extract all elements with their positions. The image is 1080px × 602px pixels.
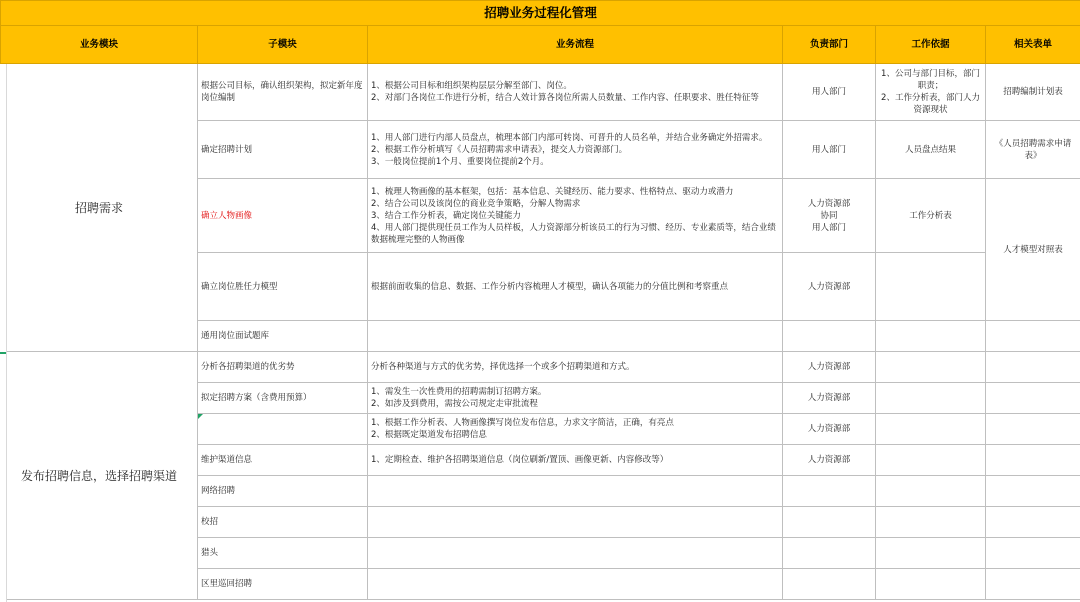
sub-cell[interactable]: 拟定招聘方案（含费用预算）: [198, 383, 368, 414]
basis-cell[interactable]: [876, 569, 986, 600]
forms-cell[interactable]: [986, 569, 1080, 600]
sub-cell[interactable]: 校招: [198, 507, 368, 538]
header-dept[interactable]: 负责部门: [783, 26, 876, 64]
module-cell-publish-channel[interactable]: 发布招聘信息，选择招聘渠道: [1, 352, 198, 600]
dept-cell[interactable]: [783, 538, 876, 569]
dept-cell[interactable]: [783, 476, 876, 507]
basis-cell[interactable]: 人员盘点结果: [876, 121, 986, 179]
basis-cell[interactable]: 1、公司与部门目标，部门职责； 2、工作分析表，部门人力资源现状: [876, 64, 986, 121]
sub-cell[interactable]: 确立岗位胜任力模型: [198, 253, 368, 321]
sub-cell[interactable]: 确定招聘计划: [198, 121, 368, 179]
sub-cell[interactable]: 通用岗位面试题库: [198, 321, 368, 352]
table-row: [1, 352, 1080, 383]
sub-cell[interactable]: 维护渠道信息: [198, 445, 368, 476]
basis-cell[interactable]: [876, 253, 986, 321]
process-cell[interactable]: 1、需发生一次性费用的招聘需制订招聘方案。 2、如涉及到费用，需按公司规定走审批流程: [368, 383, 783, 414]
forms-cell[interactable]: [986, 476, 1080, 507]
forms-cell[interactable]: [986, 538, 1080, 569]
header-module[interactable]: 业务模块: [1, 26, 198, 64]
sub-cell[interactable]: 确立人物画像: [198, 179, 368, 253]
process-cell[interactable]: 分析各种渠道与方式的优劣势，择优选择一个或多个招聘渠道和方式。: [368, 352, 783, 383]
basis-cell[interactable]: [876, 321, 986, 352]
basis-cell[interactable]: [876, 538, 986, 569]
header-process[interactable]: 业务流程: [368, 26, 783, 64]
basis-cell[interactable]: [876, 383, 986, 414]
table-row: [1, 64, 1080, 121]
dept-cell[interactable]: 人力资源部: [783, 445, 876, 476]
dept-cell[interactable]: 人力资源部: [783, 352, 876, 383]
process-cell[interactable]: 根据前面收集的信息、数据、工作分析内容梳理人才模型，确认各项能力的分值比例和考察重点: [368, 253, 783, 321]
dept-cell[interactable]: [783, 569, 876, 600]
process-cell[interactable]: [368, 476, 783, 507]
process-cell[interactable]: [368, 569, 783, 600]
sub-cell[interactable]: 根据公司目标，确认组织架构，拟定新年度岗位编制: [198, 64, 368, 121]
process-cell[interactable]: 1、梳理人物画像的基本框架，包括：基本信息、关键经历、能力要求、性格特点、驱动力或潜力 2、结合公司以及该岗位的商业竞争策略，分解人物需求 3、结合工作分析表，确定岗位关键能力 4、用人部门提供现任员工作为人员样板，人力资源部分析该员工的行为习惯、经历、专业素质等，结合业绩数据梳理完整的人物画像: [368, 179, 783, 253]
forms-cell[interactable]: [986, 414, 1080, 445]
forms-cell[interactable]: 《人员招聘需求申请表》: [986, 121, 1080, 179]
forms-cell[interactable]: [986, 321, 1080, 352]
basis-cell[interactable]: [876, 352, 986, 383]
sub-cell[interactable]: [198, 414, 368, 445]
module-cell-recruit-demand[interactable]: 招聘需求: [1, 64, 198, 352]
forms-cell[interactable]: [986, 352, 1080, 383]
header-basis[interactable]: 工作依据: [876, 26, 986, 64]
forms-cell[interactable]: [986, 507, 1080, 538]
process-cell[interactable]: 1、根据工作分析表、人物画像撰写岗位发布信息，力求文字简洁，正确，有亮点 2、根据既定渠道发布招聘信息: [368, 414, 783, 445]
forms-cell[interactable]: [986, 383, 1080, 414]
basis-cell[interactable]: [876, 445, 986, 476]
error-indicator-icon[interactable]: [198, 414, 203, 419]
basis-cell[interactable]: [876, 507, 986, 538]
sub-cell[interactable]: 猎头: [198, 538, 368, 569]
sub-cell[interactable]: 网络招聘: [198, 476, 368, 507]
row-header-gutter: [0, 64, 7, 602]
forms-cell[interactable]: [986, 445, 1080, 476]
sub-cell[interactable]: 分析各招聘渠道的优劣势: [198, 352, 368, 383]
dept-cell[interactable]: 用人部门: [783, 121, 876, 179]
dept-cell[interactable]: 用人部门: [783, 64, 876, 121]
process-cell[interactable]: 1、根据公司目标和组织架构层层分解至部门、岗位。 2、对部门各岗位工作进行分析，结合人效计算各岗位所需人员数量、工作内容、任职要求、胜任特征等: [368, 64, 783, 121]
dept-cell[interactable]: 人力资源部: [783, 253, 876, 321]
dept-cell[interactable]: 人力资源部: [783, 414, 876, 445]
forms-cell[interactable]: 招聘编制计划表: [986, 64, 1080, 121]
dept-cell[interactable]: [783, 507, 876, 538]
process-cell[interactable]: 1、定期检查、维护各招聘渠道信息（岗位刷新/置顶、画像更新、内容修改等）: [368, 445, 783, 476]
process-cell[interactable]: [368, 321, 783, 352]
sub-cell[interactable]: 区里巡回招聘: [198, 569, 368, 600]
dept-cell[interactable]: [783, 321, 876, 352]
dept-cell[interactable]: 人力资源部 协同 用人部门: [783, 179, 876, 253]
process-cell[interactable]: [368, 538, 783, 569]
header-forms[interactable]: 相关表单: [986, 26, 1080, 64]
dept-cell[interactable]: 人力资源部: [783, 383, 876, 414]
row-selection-marker: [0, 352, 6, 354]
basis-cell[interactable]: 工作分析表: [876, 179, 986, 253]
header-sub[interactable]: 子模块: [198, 26, 368, 64]
basis-cell[interactable]: [876, 476, 986, 507]
sheet-title[interactable]: 招聘业务过程化管理: [1, 1, 1080, 26]
process-cell[interactable]: 1、用人部门进行内部人员盘点，梳理本部门内部可转岗、可晋升的人员名单，并结合业务确定外招需求。 2、根据工作分析填写《人员招聘需求申请表》，提交人力资源部门。 3、一般岗位提前1个月、重要岗位提前2个月。: [368, 121, 783, 179]
process-cell[interactable]: [368, 507, 783, 538]
forms-cell[interactable]: 人才模型对照表: [986, 179, 1080, 321]
basis-cell[interactable]: [876, 414, 986, 445]
